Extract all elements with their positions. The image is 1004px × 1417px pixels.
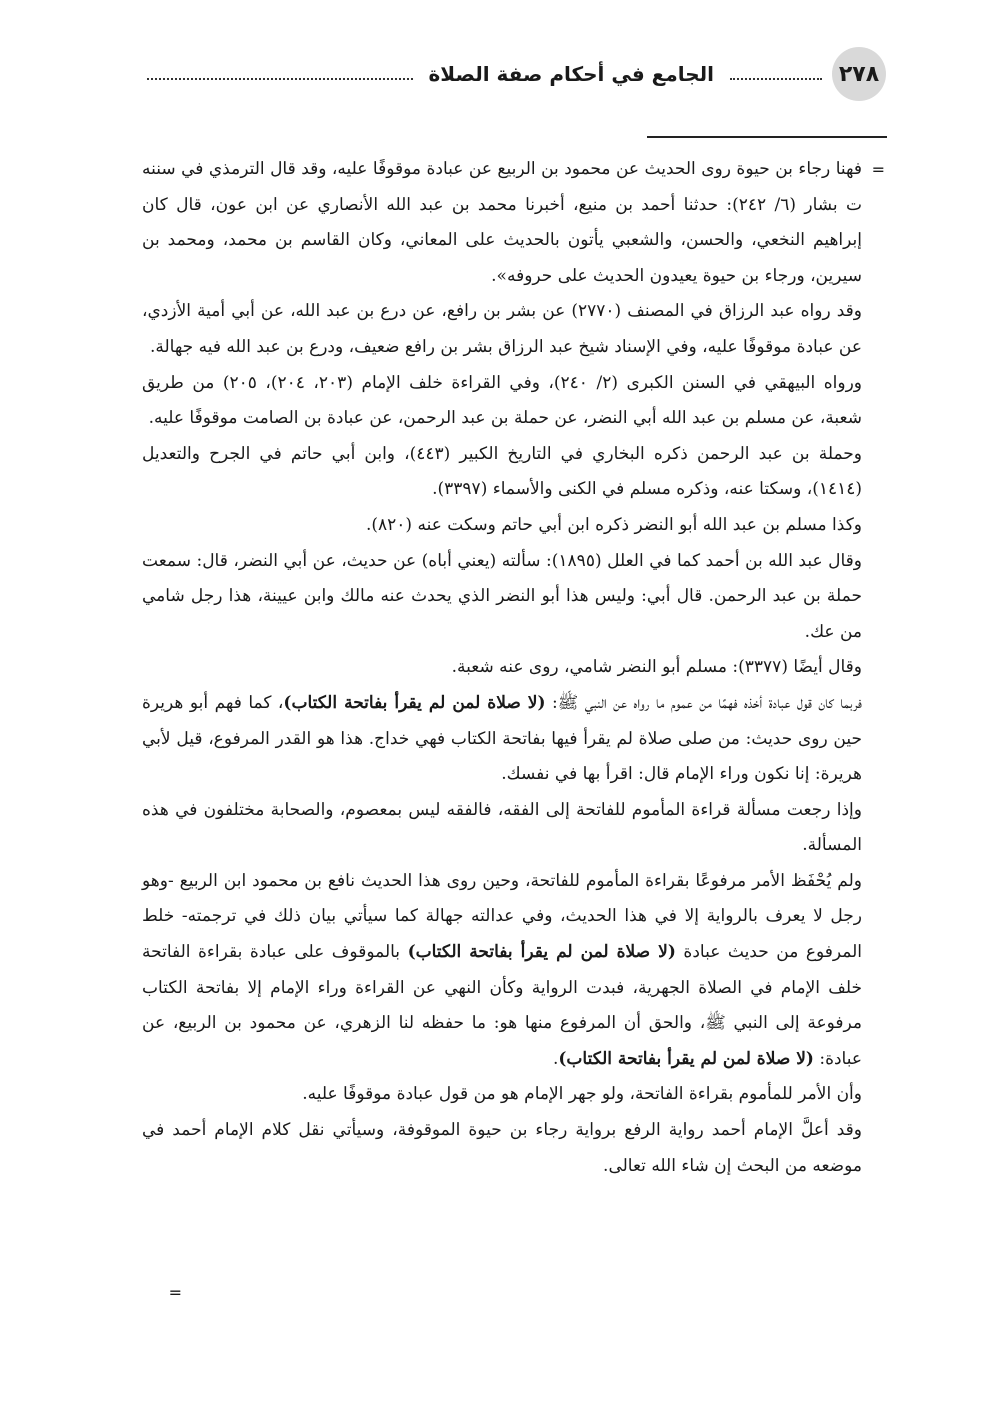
paragraph-12: وقد أعلَّ الإمام أحمد رواية الرفع برواية رجاء بن حيوة الموقوفة، وسيأتي نقل كلام الإمام أحمد في موضعه من البحث إن شاء الله تعالى. [142, 1120, 862, 1176]
page-number: ٢٧٨ [838, 61, 880, 87]
paragraph-3: ورواه البيهقي في السنن الكبرى (٢/ ٢٤٠)، وفي القراءة خلف الإمام (٢٠٣، ٢٠٤)، ٢٠٥) من طريق شعبة، عن مسلم بن عبد الله أبي النضر، عن حملة بن عبد الرحمن، عن عبادة بن الصامت موقوفًا عليه. [142, 372, 863, 429]
running-header [147, 54, 822, 94]
paragraph-10-text-a: ولم يُحْفَظ الأمر مرفوعًا بقراءة المأموم للفاتحة، وحين روى هذا الحديث نافع بن محمود ابن الربيع -وهو رجل لا يعرف بالرواية إلا في هذا الحديث، وفي عدالته جهالة كما سيأتي بيان ذلك في ترجمته- خلط المرفوع من حديث عبادة [142, 870, 863, 963]
footnote-separator [647, 136, 887, 138]
paragraph-10-text-c: . [552, 1048, 559, 1069]
paragraph-8-text-b: ، كما فهم أبو هريرة حين روى حديث: من صلى صلاة لم يقرأ فيها بفاتحة الكتاب فهي خداج. هذا هو القدر المرفوع، قيل لأبي هريرة: إنا نكون وراء الإمام قال: اقرأ بها في نفسك. [142, 692, 862, 785]
continuation-marker-bottom: = [168, 1283, 182, 1302]
continuation-marker-top: = [871, 160, 885, 179]
footnote-body [142, 152, 862, 1184]
page-number-badge [832, 47, 886, 101]
paragraph-11: وأن الأمر للمأموم بقراءة الفاتحة، ولو جهر الإمام هو من قول عبادة موقوفًا عليه. [302, 1084, 862, 1105]
paragraph-6: وقال عبد الله بن أحمد كما في العلل (١٨٩٥): سألته (يعني أباه) عن حديث، عن أبي النضر، قال: سمعت حملة بن عبد الرحمن. قال أبي: وليس هذا أبو النضر الذي يحدث عنه مالك وابن عيينة، هذا رجل شامي من عك. [142, 550, 862, 642]
hadith-quote: (لا صلاة لمن لم يقرأ بفاتحة الكتاب) [283, 692, 546, 713]
paragraph-10 [142, 864, 862, 1078]
header-dots-left [147, 78, 413, 80]
paragraph-10-text-b: بالموقوف على عبادة بقراءة الفاتحة خلف الإمام في الصلاة الجهرية، فبدت الرواية وكأن النهي عن القراءة وراء الإمام إلا بفاتحة الكتاب مرفوعة إلى النبي ﷺ، والحق أن المرفوع منها هو: ما حفظه لنا الزهري، عن محمود بن الربيع، عن عبادة: [142, 942, 862, 1069]
paragraph-5: وكذا مسلم بن عبد الله أبو النضر ذكره ابن أبي حاتم وسكت عنه (٨٢٠). [365, 514, 862, 535]
paragraph-7: وقال أيضًا (٣٣٧٧): مسلم أبو النضر شامي، روى عنه شعبة. [451, 657, 862, 678]
book-title: الجامع في أحكام صفة الصلاة [428, 62, 714, 86]
paragraph-9: وإذا رجعت مسألة قراءة المأموم للفاتحة إلى الفقه، فالفقه ليس بمعصوم، والصحابة مختلفون في هذه المسألة. [142, 799, 862, 856]
paragraph-1: فهنا رجاء بن حيوة روى الحديث عن محمود بن الربيع عن عبادة موقوفًا عليه، وقد قال الترمذي في سننه ت بشار (٦/ ٢٤٢): حدثنا أحمد بن منيع، أخبرنا محمد بن عبد الله الأنصاري عن ابن عون، قال كان إبراهيم النخعي، والحسن، والشعبي يأتون بالحديث على المعاني، وكان القاسم بن محمد، ومحمد بن سيرين، ورجاء بن حيوة يعيدون الحديث على حروفه». [142, 159, 862, 286]
header-dots-right [730, 78, 822, 80]
hadith-quote: (لا صلاة لمن لم يقرأ بفاتحة الكتاب) [558, 1048, 814, 1069]
hadith-quote: (لا صلاة لمن لم يقرأ بفاتحة الكتاب) [407, 942, 676, 963]
paragraph-2: وقد رواه عبد الرزاق في المصنف (٢٧٧٠) عن بشر بن رافع، عن درع بن عبد الله، عن أبي أمية الأزدي، عن عبادة موقوفًا عليه، وفي الإسناد شيخ عبد الرزاق بشر بن رافع ضعيف، ودرع بن عبد الله فيه جهالة. [142, 301, 862, 357]
paragraph-8-text-a: فربما كان قول عبادة أخذه فهمًا من عموم ما رواه عن النبي ﷺ: [545, 692, 862, 713]
paragraph-8 [142, 686, 862, 793]
paragraph-4: وحملة بن عبد الرحمن ذكره البخاري في التاريخ الكبير (٤٤٣)، وابن أبي حاتم في الجرح والتعديل (١٤١٤)، وسكتا عنه، وذكره مسلم في الكنى والأسماء (٣٣٩٧). [142, 443, 862, 500]
